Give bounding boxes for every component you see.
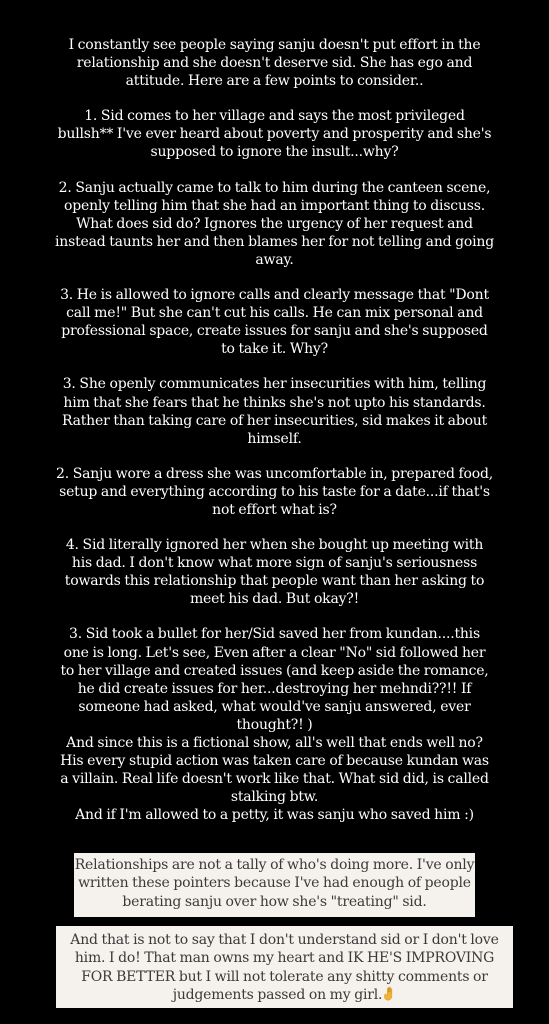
text-line: FOR BETTER but I will not tolerate any shitty comments or xyxy=(81,968,488,985)
point-paragraph-5 xyxy=(47,465,503,519)
text-line: And if I'm allowed to a petty, it was sanju who saved him :) xyxy=(75,807,474,824)
text-line: he did create issues for her...destroying her mehndi??!! If xyxy=(77,680,472,697)
text-line: professional space, create issues for sanju and she's supposed xyxy=(61,323,488,340)
text-line: Rather than taking care of her insecurities, sid makes it about xyxy=(61,412,488,429)
text-line: I constantly see people saying sanju doesn't put effort in the xyxy=(68,37,481,53)
story-text xyxy=(0,36,549,824)
point-paragraph-3 xyxy=(40,286,510,358)
text-line: his dad. I don't know what more sign of sanju's seriousness xyxy=(71,555,478,572)
text-line: towards this relationship that people want than her asking to xyxy=(64,573,485,590)
text-line: call me!" But she can't cut his calls. He can mix personal and xyxy=(66,305,483,322)
text-line: 3. He is allowed to ignore calls and clearly message that "Dont xyxy=(60,287,489,304)
text-line: And since this is a fictional show, all's well that ends well no? xyxy=(66,735,483,751)
text-line: berating sanju over how she's "treating" sid. xyxy=(122,893,427,910)
point-paragraph-4 xyxy=(44,375,506,447)
text-line: openly telling him that she had an important thing to discuss. xyxy=(64,197,485,214)
intro-paragraph xyxy=(40,36,510,90)
text-line: stalking btw. xyxy=(230,789,319,806)
text-line: What does sid do? Ignores the urgency of her request and xyxy=(76,215,473,232)
text-line: 1. Sid comes to her village and says the most privileged xyxy=(84,108,465,125)
text-line: supposed to ignore the insult...why? xyxy=(150,144,399,161)
text-line: 3. Sid took a bullet for her/Sid saved her from kundan....this xyxy=(69,626,480,643)
text-line: someone had asked, what would've sanju answered, ever xyxy=(78,698,471,715)
point-paragraph-6 xyxy=(40,536,510,608)
text-line: 2. Sanju actually came to talk to him during the canteen scene, xyxy=(58,179,491,196)
point-paragraph-7 xyxy=(40,625,510,824)
point-paragraph-2 xyxy=(40,179,510,269)
text-line: instead taunts her and then blames her for not telling and going xyxy=(54,233,495,250)
text-line: written these pointers because I've had enough of people xyxy=(78,875,471,892)
highlighted-note-relationships xyxy=(74,853,475,917)
text-line: meet his dad. But okay?! xyxy=(189,591,360,608)
highlighted-note-love xyxy=(56,926,513,1008)
text-line-with-emoji xyxy=(56,986,513,1004)
text-line: 3. She openly communicates her insecurities with him, telling xyxy=(62,376,487,393)
text-line: bullsh** I've ever heard about poverty and prosperity and she's xyxy=(57,126,492,143)
text-line: to her village and created issues (and keep aside the romance, xyxy=(60,662,489,679)
text-line: away. xyxy=(255,251,294,268)
text-line: him that she fears that he thinks she's not upto his standards. xyxy=(63,394,486,411)
text-line: And that is not to say that I don't understand sid or I don't love xyxy=(70,932,499,948)
text-line: 4. Sid literally ignored her when she bought up meeting with xyxy=(65,537,484,554)
text-line: relationship and she doesn't deserve sid. She has ego and xyxy=(76,55,473,72)
text-line: him. I do! That man owns my heart and IK HE'S IMPROVING xyxy=(74,950,495,967)
text-line: setup and everything according to his taste for a date...if that's xyxy=(59,483,490,500)
text-line: to take it. Why? xyxy=(221,341,328,358)
text-line: judgements passed on my girl. xyxy=(172,986,383,1003)
raised-hand-icon xyxy=(384,986,396,1001)
text-line: one is long. Let's see, Even after a clear "No" sid followed her xyxy=(63,644,486,661)
text-line: a villain. Real life doesn't work like that. What sid did, is called xyxy=(60,771,489,788)
text-line: Relationships are not a tally of who's doing more. I've only xyxy=(74,857,475,873)
text-line: not effort what is? xyxy=(212,501,337,518)
text-line: thought?! ) xyxy=(236,716,313,733)
text-line: himself. xyxy=(247,430,302,447)
point-paragraph-1 xyxy=(40,107,510,161)
text-line: His every stupid action was taken care of because kundan was xyxy=(60,753,489,770)
text-line: 2. Sanju wore a dress she was uncomfortable in, prepared food, xyxy=(56,465,493,482)
text-line: attitude. Here are a few points to consider.. xyxy=(125,73,424,90)
